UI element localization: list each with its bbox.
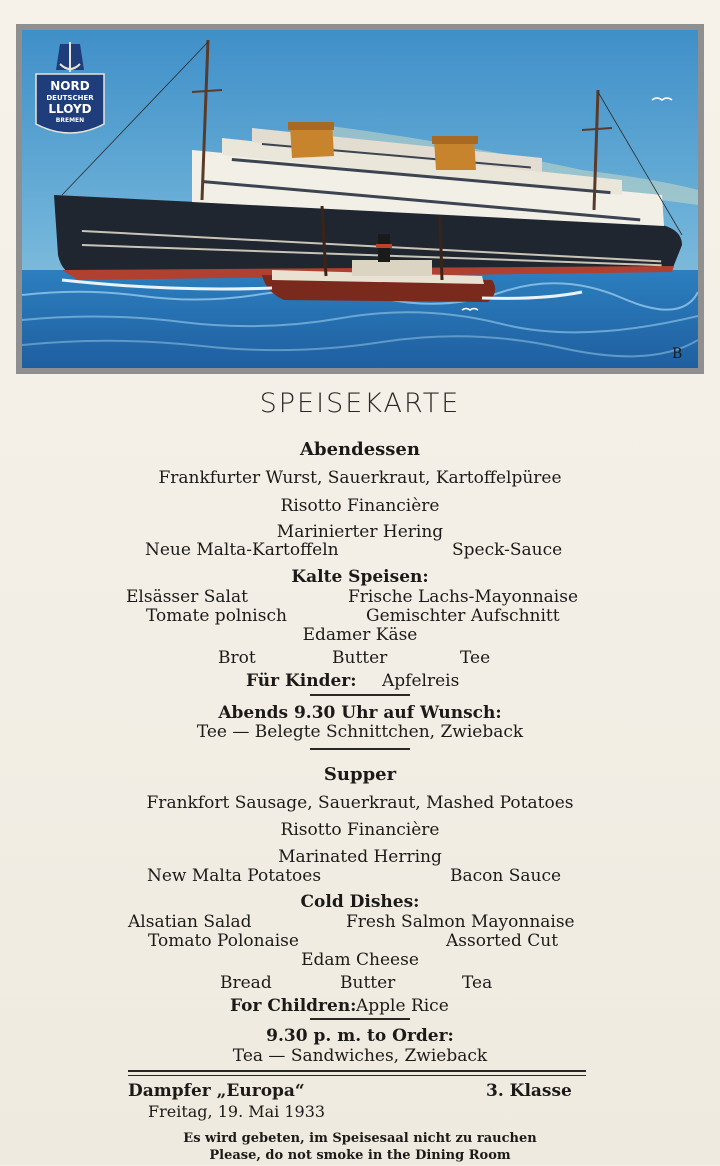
de-cold-2a: Tomate polnisch xyxy=(146,606,287,626)
en-kids-value: Apple Rice xyxy=(356,996,449,1016)
de-line-3: Marinierter Hering xyxy=(276,522,444,542)
ship-name: Dampfer „Europa“ xyxy=(128,1081,305,1101)
de-tea: Tee xyxy=(460,648,491,668)
menu-date: Freitag, 19. Mai 1933 xyxy=(148,1102,326,1121)
en-cold-2a: Tomato Polonaise xyxy=(148,931,299,951)
divider xyxy=(310,694,410,696)
de-evening-heading: Abends 9.30 Uhr auf Wunsch: xyxy=(218,703,502,723)
artist-signature: B xyxy=(672,346,683,362)
de-evening-items: Tee — Belegte Schnittchen, Zwieback xyxy=(196,722,524,742)
de-butter: Butter xyxy=(332,648,388,668)
en-bread: Bread xyxy=(220,973,272,993)
de-line-2: Risotto Financière xyxy=(280,496,440,516)
logo-line-3: LLOYD xyxy=(48,102,92,116)
en-line-3: Marinated Herring xyxy=(278,847,442,867)
de-cold-2b: Gemischter Aufschnitt xyxy=(366,606,560,626)
footer-double-rule xyxy=(128,1070,586,1076)
de-cold-1a: Elsässer Salat xyxy=(126,587,248,607)
en-cold-2b: Assorted Cut xyxy=(446,931,559,951)
de-line-4b: Speck-Sauce xyxy=(452,540,563,560)
de-cold-1b: Frische Lachs-Mayonnaise xyxy=(348,587,579,607)
en-line-4b: Bacon Sauce xyxy=(450,866,562,886)
en-line-1: Frankfort Sausage, Sauerkraut, Mashed Potatoes xyxy=(146,793,574,813)
en-kids-label: For Children: xyxy=(230,996,357,1016)
de-cold-heading: Kalte Speisen: xyxy=(291,567,429,587)
heading-abendessen: Abendessen xyxy=(300,439,420,460)
de-kids-label: Für Kinder: xyxy=(246,671,357,691)
class-label: 3. Klasse xyxy=(486,1081,572,1101)
notice-english: Please, do not smoke in the Dining Room xyxy=(209,1148,511,1163)
ship-painting xyxy=(22,30,698,368)
en-butter: Butter xyxy=(340,973,396,993)
de-line-1: Frankfurter Wurst, Sauerkraut, Kartoffelpüree xyxy=(158,468,562,488)
logo-line-2: DEUTSCHER xyxy=(46,94,94,102)
en-cold-heading: Cold Dishes: xyxy=(300,892,420,912)
de-cold-3: Edamer Käse xyxy=(302,625,418,645)
ship-illustration xyxy=(16,24,704,374)
de-bread: Brot xyxy=(218,648,256,668)
divider xyxy=(310,1018,410,1020)
de-kids-value: Apfelreis xyxy=(382,671,460,691)
en-evening-heading: 9.30 p. m. to Order: xyxy=(266,1026,454,1046)
logo-line-1: NORD xyxy=(50,79,90,93)
en-line-4a: New Malta Potatoes xyxy=(147,866,322,886)
heading-supper: Supper xyxy=(323,764,397,785)
divider xyxy=(310,748,410,750)
en-cold-1a: Alsatian Salad xyxy=(128,912,252,932)
notice-german: Es wird gebeten, im Speisesaal nicht zu rauchen xyxy=(183,1131,537,1146)
en-cold-1b: Fresh Salmon Mayonnaise xyxy=(346,912,575,932)
en-cold-3: Edam Cheese xyxy=(301,950,419,970)
en-tea: Tea xyxy=(462,973,493,993)
en-line-2: Risotto Financière xyxy=(280,820,440,840)
logo-line-4: BREMEN xyxy=(55,117,85,124)
menu-title: SPEISEKARTE xyxy=(259,388,461,419)
en-evening-items: Tea — Sandwiches, Zwieback xyxy=(232,1046,488,1066)
de-line-4a: Neue Malta-Kartoffeln xyxy=(145,540,339,560)
